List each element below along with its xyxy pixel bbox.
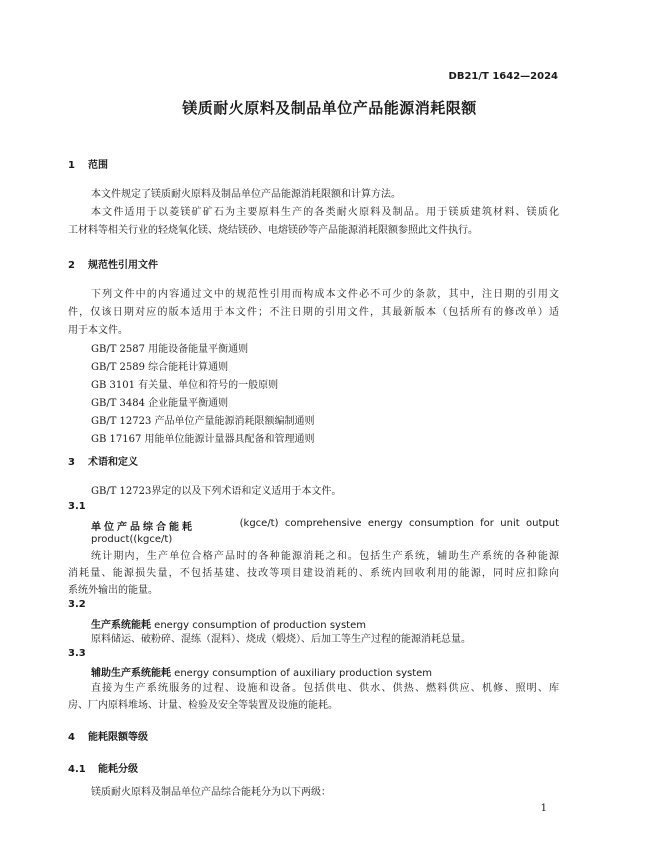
clause-number: 3.3 <box>68 648 86 659</box>
section-2-heading <box>68 256 158 271</box>
section-3-heading <box>68 453 138 468</box>
paragraph: 本文件适用于以菱镁矿矿石为主要原料生产的各类耐火原料及制品。用于镁质建筑材料、镁质化 <box>91 207 559 218</box>
section-title: 范围 <box>88 160 108 171</box>
reference-item: GB/T 2587 用能设备能量平衡通则 <box>91 344 249 355</box>
term-definition-continuation: 房、厂内原料堆场、计量、检验及安全等装置及设施的能耗。 <box>68 700 338 711</box>
term-definition: 统计期内，生产单位合格产品时的各种能源消耗之和。包括生产系统，辅助生产系统的各种能源 <box>91 551 559 562</box>
clause-number: 3.2 <box>68 599 86 610</box>
section-title: 能耗限额等级 <box>88 732 148 743</box>
document-title: 镁质耐火原料及制品单位产品能源消耗限额 <box>182 99 477 117</box>
paragraph-continuation: 工材料等相关行业的轻烧氧化镁、烧结镁砂、电熔镁砂等产品能源消耗限额参照此文件执行。 <box>68 225 478 236</box>
reference-item: GB/T 12723 产品单位产量能源消耗限额编制通则 <box>91 416 315 427</box>
section-4-heading <box>68 728 148 743</box>
reference-item: GB 3101 有关量、单位和符号的一般原则 <box>91 380 279 391</box>
term-english: energy consumption of production system <box>151 620 366 631</box>
term-name: 单位产品综合能耗 <box>91 522 195 533</box>
section-number: 2 <box>68 260 75 271</box>
subsection-number: 4.1 <box>68 764 86 775</box>
reference-item: GB/T 2589 综合能耗计算通则 <box>91 362 229 373</box>
paragraph: 镁质耐火原料及制品单位产品综合能耗分为以下两级： <box>91 787 331 798</box>
term-definition-continuation: 系统外输出的能量。 <box>68 585 158 596</box>
paragraph-continuation: 件，仅该日期对应的版本适用于本文件；不注日期的引用文件，其最新版本（包括所有的修改单）适 <box>68 307 559 318</box>
subsection-title: 能耗分级 <box>98 764 138 775</box>
section-title: 规范性引用文件 <box>88 260 158 271</box>
paragraph-continuation: 用于本文件。 <box>68 325 128 336</box>
reference-item: GB 17167 用能单位能源计量器具配备和管理通则 <box>91 434 315 445</box>
term-heading <box>91 664 432 679</box>
section-title: 术语和定义 <box>88 457 138 468</box>
term-definition: 直接为生产系统服务的过程、设施和设备。包括供电、供水、供热、燃料供应、机修、照明、库 <box>91 683 559 694</box>
subsection-4-1-heading <box>68 760 138 775</box>
paragraph: 下列文件中的内容通过文中的规范性引用而构成本文件必不可少的条款，其中，注日期的引用文 <box>91 289 559 300</box>
reference-item: GB/T 3484 企业能量平衡通则 <box>91 398 229 409</box>
section-number: 4 <box>68 732 75 743</box>
document-number: DB21/T 1642—2024 <box>448 71 558 82</box>
term-english-continuation: product((kgce/t) <box>91 534 173 545</box>
term-name: 生产系统能耗 <box>91 620 151 631</box>
section-number: 3 <box>68 457 75 468</box>
term-english: (kgce/t) comprehensive energy consumption for unit output <box>239 518 559 529</box>
paragraph: GB/T 12723界定的以及下列术语和定义适用于本文件。 <box>91 486 342 497</box>
clause-number: 3.1 <box>68 501 86 512</box>
term-heading <box>91 616 366 631</box>
page-number: 1 <box>540 803 547 814</box>
paragraph: 本文件规定了镁质耐火原料及制品单位产品能源消耗限额和计算方法。 <box>91 189 401 200</box>
section-number: 1 <box>68 160 75 171</box>
term-english: energy consumption of auxiliary production system <box>171 668 433 679</box>
term-definition-continuation: 消耗量、能源损失量，不包括基建、技改等项目建设消耗的、系统内回收利用的能源，同时应扣除向 <box>68 568 559 579</box>
section-1-heading <box>68 156 108 171</box>
term-definition: 原料储运、破粉碎、混练（混料）、烧成（煅烧）、后加工等生产过程的能源消耗总量。 <box>91 634 471 645</box>
term-name: 辅助生产系统能耗 <box>91 668 171 679</box>
term-heading <box>91 518 559 533</box>
